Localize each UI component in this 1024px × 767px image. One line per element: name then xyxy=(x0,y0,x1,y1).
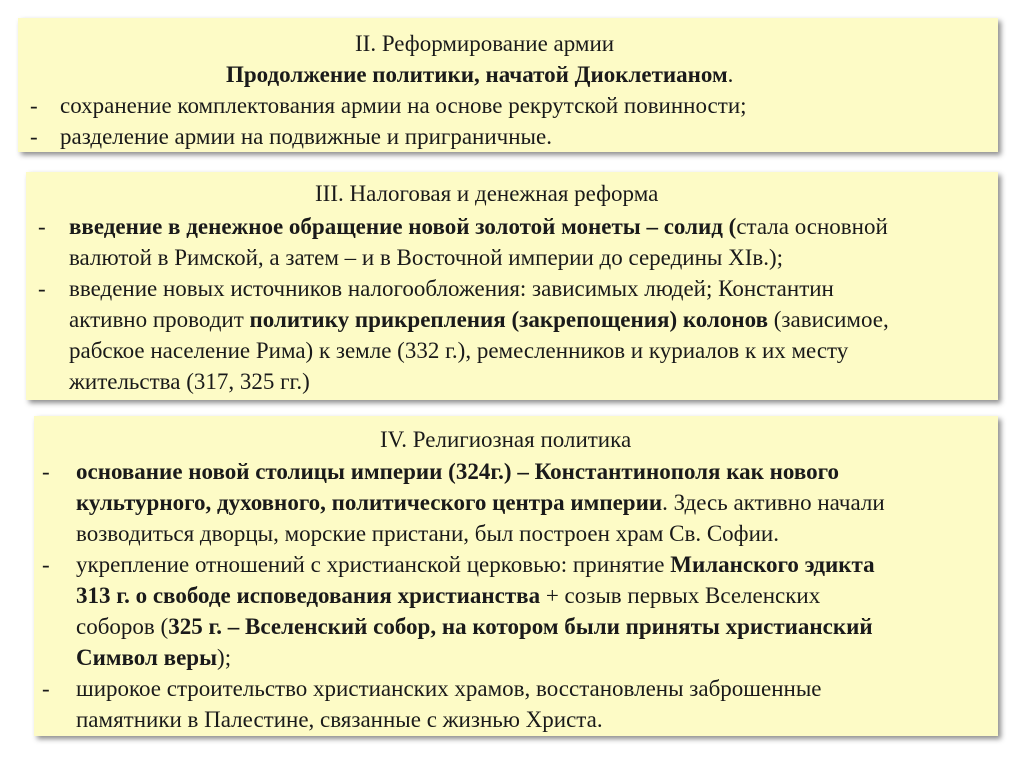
bullet-text: активно проводит политику прикрепления (закрепощения) колонов (зависимое, xyxy=(69,307,889,332)
section-title: III. Налоговая и денежная реформа xyxy=(315,181,659,206)
bullet-dash: - xyxy=(42,552,50,577)
bullet-dash: - xyxy=(42,676,50,701)
bullet-text: введение в денежное обращение новой золотой монеты – солид (стала основной xyxy=(69,214,888,239)
bullet-dash: - xyxy=(38,276,46,301)
bullet-text: укрепление отношений с христианской церковью: принятие Миланского эдикта xyxy=(76,552,875,577)
section-title: II. Реформирование армии xyxy=(355,31,615,56)
section-subtitle: Продолжение политики, начатой Диоклетианом. xyxy=(226,62,734,87)
bullet-text: валютой в Римской, а затем – и в Восточной империи до середины XIв.); xyxy=(69,245,784,270)
bullet-text: сохранение комплектования армии на основе рекрутской повинности; xyxy=(60,93,747,118)
bullet-text: разделение армии на подвижные и приграничные. xyxy=(60,124,552,149)
section-title: IV. Религиозная политика xyxy=(380,427,632,452)
bullet-text: рабское население Рима) к земле (332 г.), ремесленников и куриалов к их месту xyxy=(69,338,849,363)
bullet-text: возводиться дворцы, морские пристани, был построен храм Св. Софии. xyxy=(76,521,779,546)
bullet-dash: - xyxy=(38,214,46,239)
bullet-dash: - xyxy=(30,124,38,149)
bullet-dash: - xyxy=(30,93,38,118)
bullet-text: памятники в Палестине, связанные с жизнью Христа. xyxy=(76,707,603,732)
bullet-text: Символ веры); xyxy=(76,645,232,670)
section-religious-policy xyxy=(34,416,998,736)
bullet-text: соборов (325 г. – Вселенский собор, на котором были приняты христианский xyxy=(76,614,873,639)
bullet-text: широкое строительство христианских храмов, восстановлены заброшенные xyxy=(76,676,822,701)
bullet-dash: - xyxy=(42,459,50,484)
section-army-reform xyxy=(18,18,998,152)
bullet-text: основание новой столицы империи (324г.) – Константинополя как нового xyxy=(76,459,839,484)
bullet-text: введение новых источников налогообложения: зависимых людей; Константин xyxy=(69,276,834,301)
bullet-text: культурного, духовного, политического центра империи. Здесь активно начали xyxy=(76,490,885,515)
bullet-text: жительства (317, 325 гг.) xyxy=(69,369,310,394)
bullet-text: 313 г. о свободе исповедования христианства + созыв первых Вселенских xyxy=(76,583,821,608)
section-tax-reform xyxy=(26,172,998,400)
